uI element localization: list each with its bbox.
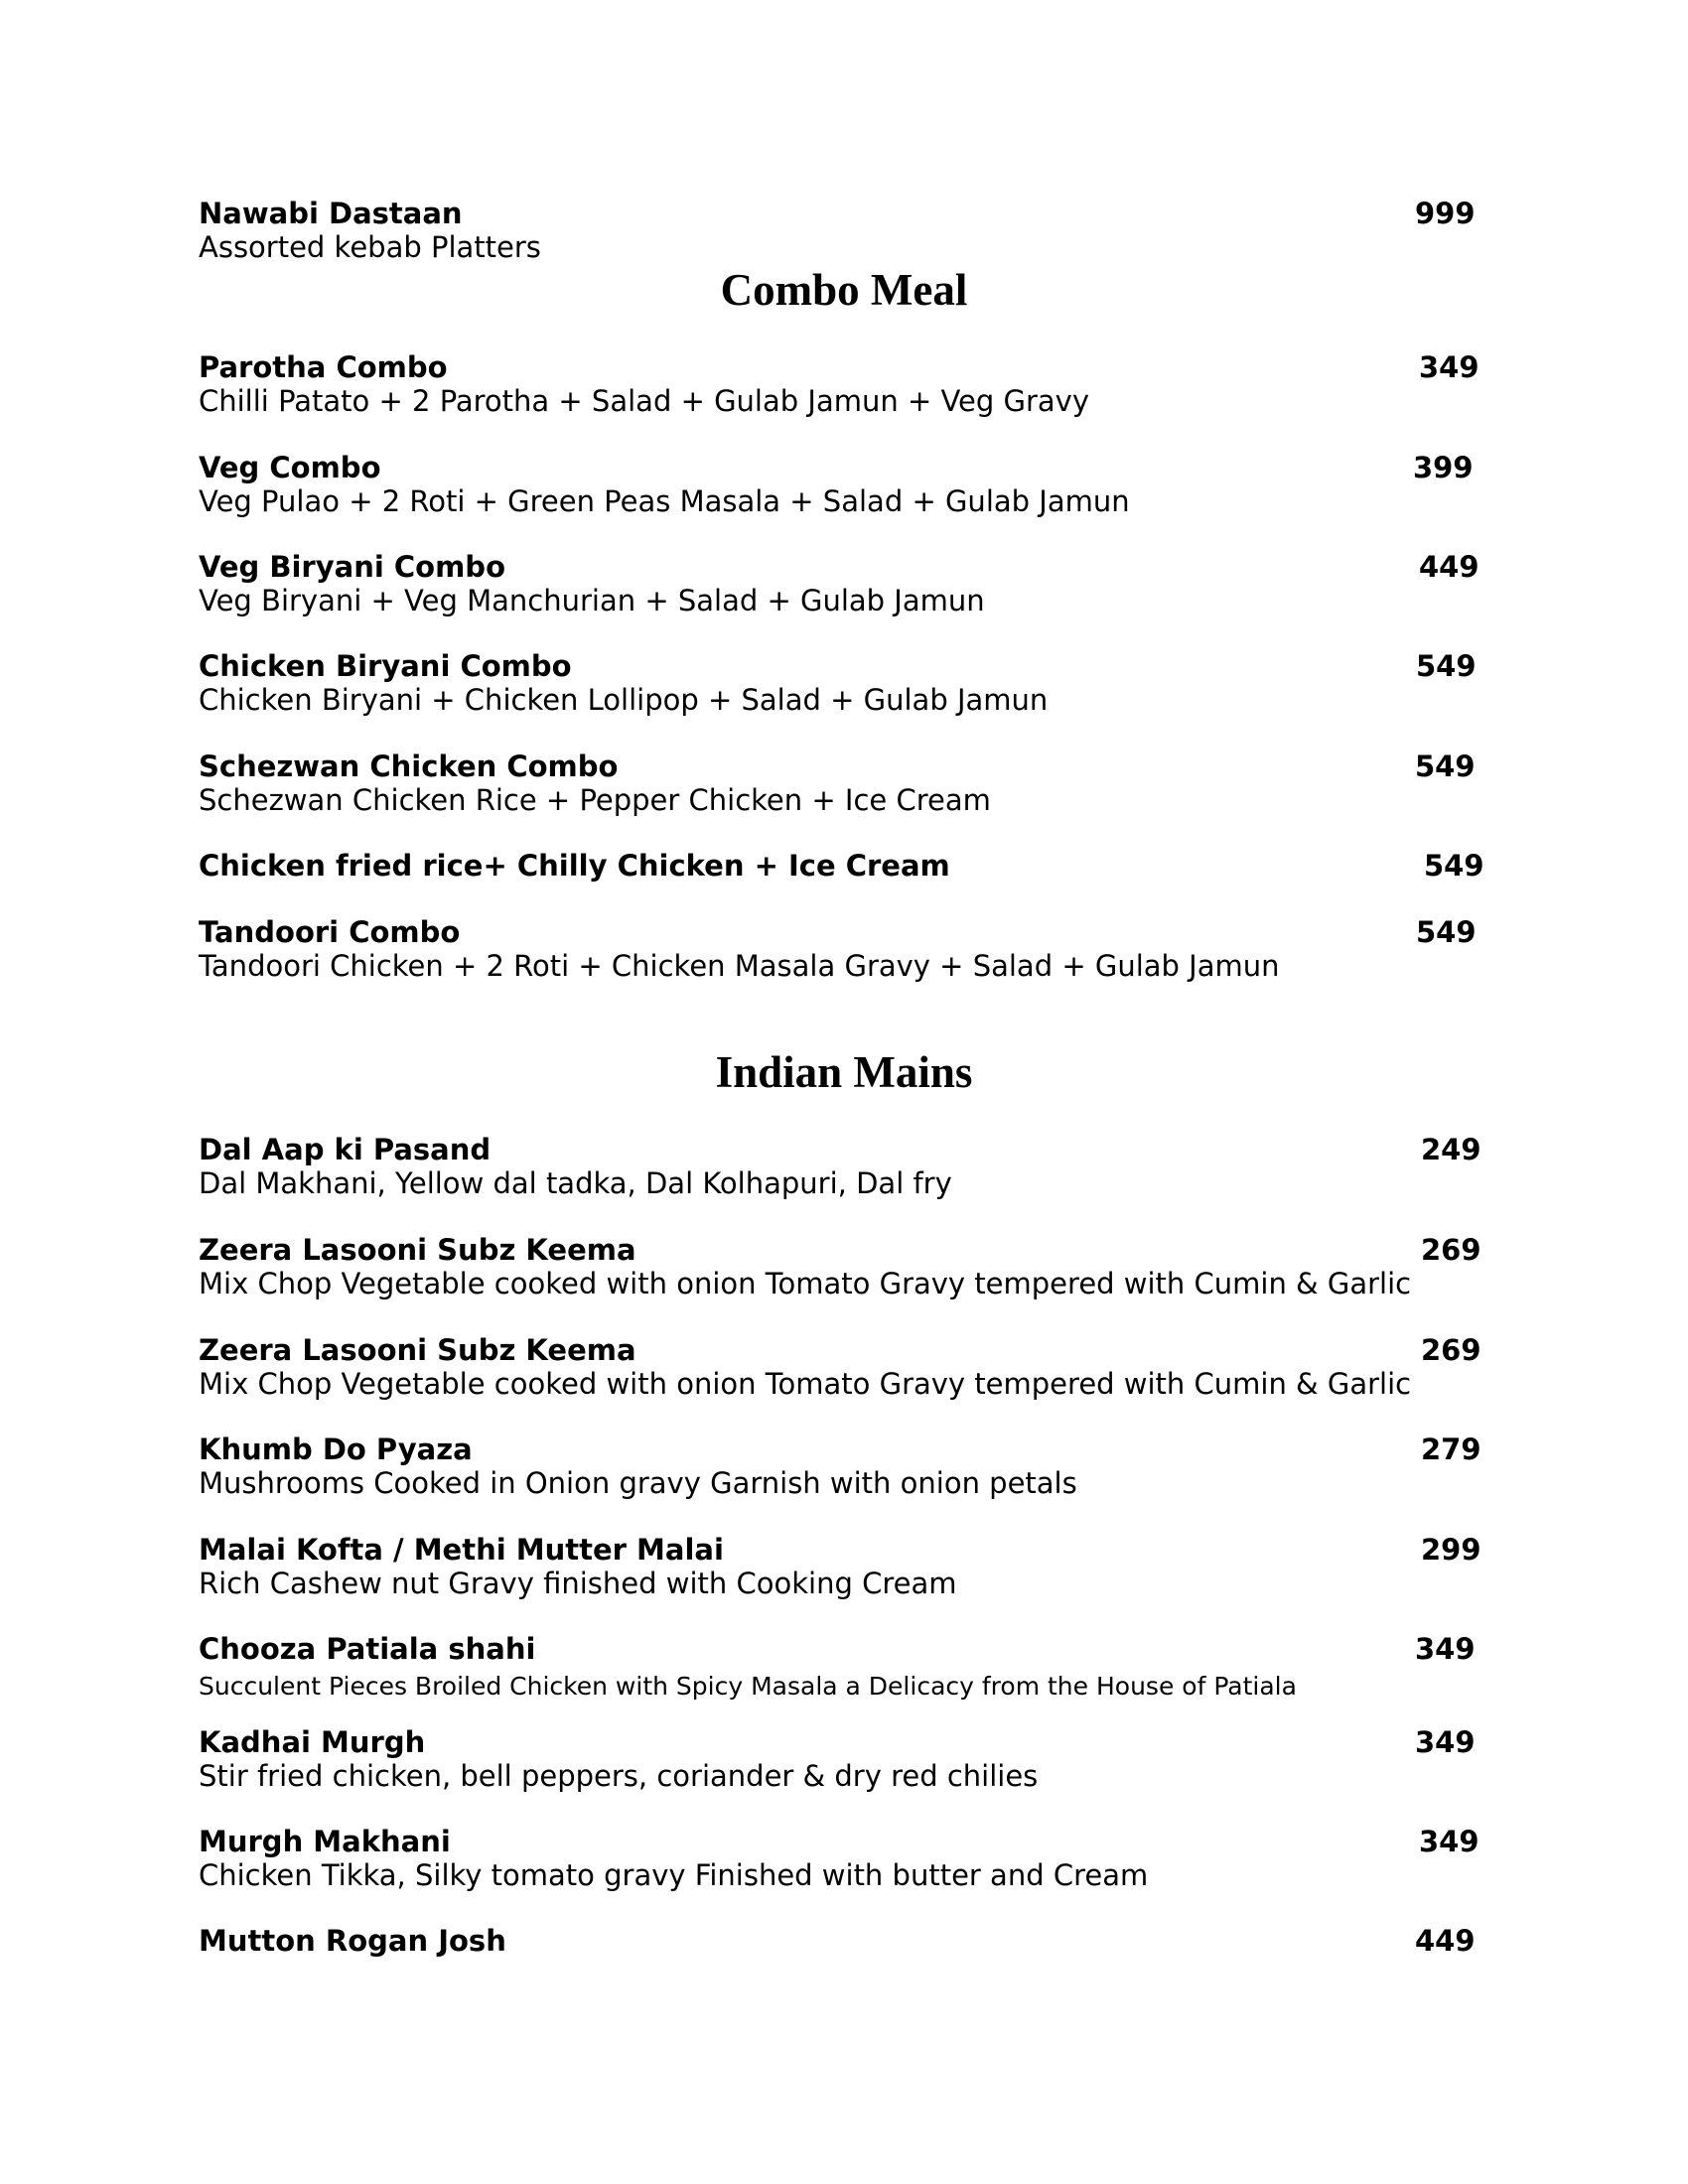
item-price: 549 bbox=[1416, 915, 1477, 949]
item-price: 269 bbox=[1421, 1233, 1481, 1267]
item-name: Khumb Do Pyaza bbox=[199, 1433, 473, 1466]
item-price: 399 bbox=[1413, 451, 1474, 484]
item-name: Zeera Lasooni Subz Keema bbox=[199, 1333, 636, 1367]
item-description: Chilli Patato + 2 Parotha + Salad + Gulab Jamun + Veg Gravy bbox=[199, 384, 1090, 418]
item-name: Chicken fried rice+ Chilly Chicken + Ice Cream bbox=[199, 849, 950, 883]
item-price: 249 bbox=[1421, 1133, 1481, 1166]
item-price: 299 bbox=[1421, 1533, 1481, 1567]
item-name: Schezwan Chicken Combo bbox=[199, 750, 619, 783]
item-price: 349 bbox=[1415, 1725, 1476, 1759]
item-description: Chicken Tikka, Silky tomato gravy Finished with butter and Cream bbox=[199, 1858, 1149, 1892]
item-description: Stir fried chicken, bell peppers, coriander & dry red chilies bbox=[199, 1759, 1039, 1793]
item-description: Dal Makhani, Yellow dal tadka, Dal Kolhapuri, Dal fry bbox=[199, 1166, 952, 1200]
item-description: Veg Pulao + 2 Roti + Green Peas Masala + Salad + Gulab Jamun bbox=[199, 484, 1130, 518]
item-name: Tandoori Combo bbox=[199, 915, 461, 949]
item-description: Chicken Biryani + Chicken Lollipop + Salad + Gulab Jamun bbox=[199, 683, 1049, 717]
item-description: Succulent Pieces Broiled Chicken with Spicy Masala a Delicacy from the House of Patiala bbox=[199, 1672, 1297, 1701]
section-heading-combo-meal: Combo Meal bbox=[720, 265, 968, 315]
item-name: Dal Aap ki Pasand bbox=[199, 1133, 492, 1166]
item-price: 279 bbox=[1421, 1433, 1481, 1466]
item-name: Mutton Rogan Josh bbox=[199, 1924, 506, 1958]
item-price: 549 bbox=[1424, 849, 1484, 883]
item-name: Zeera Lasooni Subz Keema bbox=[199, 1233, 636, 1267]
item-price: 999 bbox=[1415, 197, 1476, 230]
item-price: 349 bbox=[1419, 350, 1479, 384]
item-name: Veg Biryani Combo bbox=[199, 550, 505, 584]
item-price: 449 bbox=[1419, 550, 1479, 584]
item-description: Tandoori Chicken + 2 Roti + Chicken Masala Gravy + Salad + Gulab Jamun bbox=[199, 949, 1280, 983]
item-price: 269 bbox=[1421, 1333, 1481, 1367]
item-name: Murgh Makhani bbox=[199, 1825, 451, 1858]
item-description: Mix Chop Vegetable cooked with onion Tomato Gravy tempered with Cumin & Garlic bbox=[199, 1267, 1412, 1300]
item-description: Schezwan Chicken Rice + Pepper Chicken + Ice Cream bbox=[199, 783, 991, 817]
item-name: Veg Combo bbox=[199, 451, 381, 484]
item-name: Malai Kofta / Methi Mutter Malai bbox=[199, 1533, 724, 1567]
item-price: 449 bbox=[1415, 1924, 1476, 1958]
item-name: Kadhai Murgh bbox=[199, 1725, 426, 1759]
item-description: Rich Cashew nut Gravy finished with Cooking Cream bbox=[199, 1567, 957, 1600]
item-price: 349 bbox=[1419, 1825, 1479, 1858]
item-description: Mix Chop Vegetable cooked with onion Tomato Gravy tempered with Cumin & Garlic bbox=[199, 1367, 1412, 1401]
item-name: Chooza Patiala shahi bbox=[199, 1632, 536, 1666]
item-description: Assorted kebab Platters bbox=[199, 230, 541, 264]
section-heading-indian-mains: Indian Mains bbox=[715, 1047, 973, 1097]
item-price: 549 bbox=[1416, 649, 1477, 683]
item-name: Parotha Combo bbox=[199, 350, 448, 384]
item-name: Nawabi Dastaan bbox=[199, 197, 463, 230]
item-description: Mushrooms Cooked in Onion gravy Garnish with onion petals bbox=[199, 1466, 1077, 1500]
item-description: Veg Biryani + Veg Manchurian + Salad + Gulab Jamun bbox=[199, 584, 985, 617]
item-name: Chicken Biryani Combo bbox=[199, 649, 572, 683]
item-price: 549 bbox=[1415, 750, 1476, 783]
item-price: 349 bbox=[1415, 1632, 1476, 1666]
